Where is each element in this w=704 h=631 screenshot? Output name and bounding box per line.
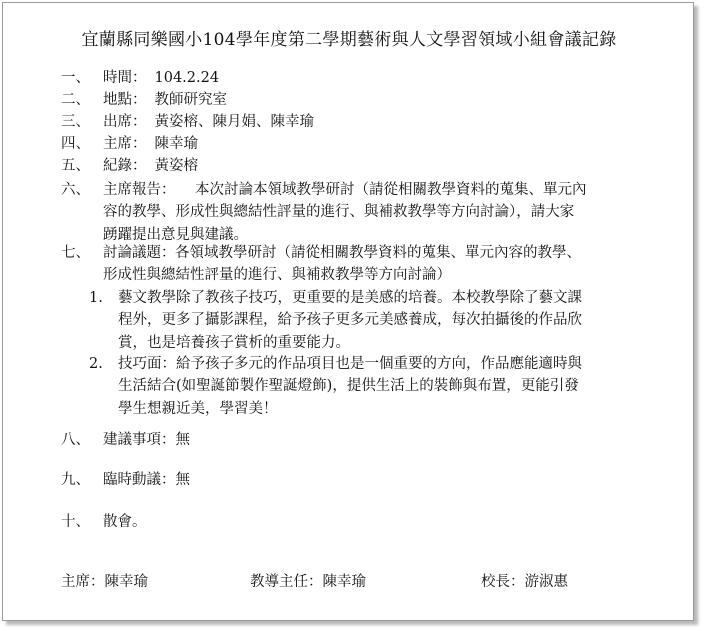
- signature-name: 陳幸瑜: [322, 574, 366, 590]
- item-number: 三、: [61, 114, 90, 130]
- item-value: 黃姿榕、陳月娟、陳幸瑜: [154, 114, 314, 130]
- item-number: 九、: [61, 472, 90, 488]
- item-time: [61, 67, 219, 89]
- document-title: 宜蘭縣同樂國小104學年度第二學期藝術與人文學習領域小組會議記錄: [81, 30, 617, 50]
- item-suggestions: [61, 429, 190, 451]
- item-label: 出席：: [103, 114, 147, 130]
- item-number: 四、: [61, 136, 90, 152]
- point-line: 技巧面：給予孩子多元的作品項目也是一個重要的方向，作品應能適時與: [118, 356, 582, 372]
- document-page: [2, 2, 694, 621]
- item-location: [61, 89, 227, 111]
- item-label: 主席：: [103, 136, 147, 152]
- item-number: 六、: [61, 182, 90, 198]
- point-line: 賞，也是培養孩子賞析的重要能力。: [118, 334, 350, 351]
- signature-name: 游淑惠: [524, 574, 568, 590]
- discussion-point-number: 2.: [89, 356, 103, 372]
- point-line: 學生想親近美，學習美！: [118, 400, 278, 417]
- item-label: 討論議題：: [103, 245, 176, 261]
- item-label: 主席報告：: [103, 182, 176, 198]
- signature-role: 校長：: [481, 574, 525, 590]
- item-chair: [61, 133, 198, 155]
- item-label: 地點：: [103, 92, 147, 108]
- item-value: 104.2.24: [154, 70, 220, 86]
- signature-principal: [481, 570, 568, 591]
- item-number: 七、: [61, 245, 90, 261]
- discussion-point: [118, 287, 658, 354]
- item-number: 一、: [61, 70, 90, 86]
- discussion-text: [103, 242, 663, 287]
- report-line: 容的教學、形成性與總結性評量的進行、與補救教學等方向討論），請大家: [103, 204, 575, 221]
- item-value: 教師研究室: [154, 92, 227, 108]
- item-number: 五、: [61, 158, 90, 174]
- point-line: 生活結合(如聖誕節製作聖誕燈飾)，提供生活上的裝飾與布置，更能引發: [118, 378, 579, 395]
- signature-role: 主席：: [61, 574, 105, 590]
- item-attendees: [61, 111, 314, 133]
- item-text: 建議事項：無: [103, 432, 190, 448]
- signature-role: 教導主任：: [250, 574, 323, 590]
- discussion-point-number: 1.: [89, 290, 103, 306]
- item-text: 臨時動議：無: [103, 472, 190, 488]
- signature-name: 陳幸瑜: [104, 574, 148, 590]
- item-label: 時間：: [103, 70, 147, 86]
- point-line: 藝文教學除了教孩子技巧，更重要的是美感的培養。本校教學除了藝文課: [118, 290, 582, 306]
- item-number: 二、: [61, 92, 90, 108]
- item-value: 陳幸瑜: [154, 136, 198, 152]
- item-label: 紀錄：: [103, 158, 147, 174]
- discussion-line: 各領域教學研討（請從相關教學資料的蒐集、單元內容的教學、: [175, 245, 581, 261]
- item-text: 散會。: [103, 514, 147, 530]
- discussion-point: [118, 353, 658, 420]
- discussion-line: 形成性與總結性評量的進行、與補救教學等方向討論）: [103, 267, 451, 284]
- item-recorder: [61, 155, 198, 177]
- report-line: 本次討論本領域教學研討（請從相關教學資料的蒐集、單元內: [195, 182, 587, 198]
- signature-director: [250, 570, 366, 591]
- report-line: 踴躍提出意見與建議。: [103, 226, 248, 243]
- item-extempore-motions: [61, 469, 190, 491]
- point-line: 程外，更多了攝影課程，給予孩子更多元美感養成，每次拍攝後的作品欣: [118, 312, 582, 329]
- item-value: 黃姿榕: [154, 158, 198, 174]
- signature-chair: [61, 570, 148, 591]
- item-number: 十、: [61, 514, 90, 530]
- chair-report-text: [103, 179, 663, 246]
- item-number: 八、: [61, 432, 90, 448]
- item-adjournment: [61, 511, 147, 533]
